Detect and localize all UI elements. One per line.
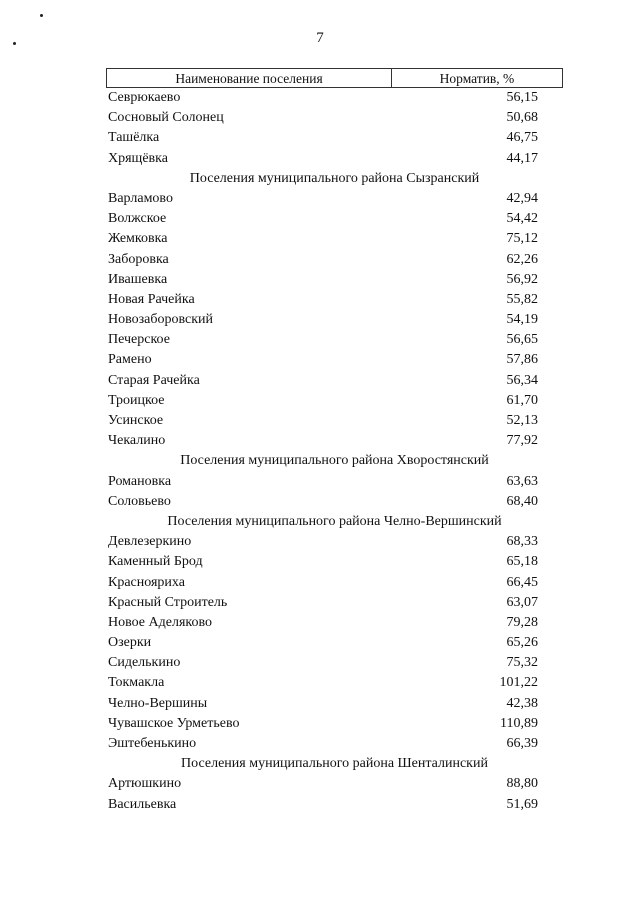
settlement-name: Новое Аделяково [108, 614, 212, 630]
table-row [106, 250, 563, 270]
settlement-name: Токмакла [108, 675, 165, 691]
table-row [106, 694, 563, 714]
norm-value: 56,15 [506, 90, 538, 105]
settlement-name: Ивашевка [108, 271, 168, 287]
table-body [106, 88, 563, 815]
settlement-name: Ташёлка [108, 130, 160, 146]
settlement-name: Чекалино [108, 433, 166, 449]
settlement-name: Новозаборовский [108, 312, 214, 328]
norm-value: 65,18 [506, 554, 538, 570]
norm-value: 51,69 [506, 796, 538, 812]
norm-value: 75,12 [506, 231, 538, 247]
norm-value: 61,70 [506, 392, 538, 408]
section-heading: Поселения муниципального района Хворостянский [180, 453, 489, 469]
norm-value: 54,42 [506, 211, 538, 227]
table-row [106, 593, 563, 613]
norm-value: 56,34 [506, 372, 538, 388]
norms-table [106, 68, 563, 815]
settlement-name: Артюшкино [108, 776, 182, 792]
table-row [106, 613, 563, 633]
table-row [106, 532, 563, 552]
table-row [106, 149, 563, 169]
norm-value: 77,92 [506, 433, 538, 449]
norm-value: 68,33 [506, 534, 538, 550]
settlement-name: Чувашское Урметьево [108, 715, 240, 731]
table-row [106, 108, 563, 128]
norm-value: 55,82 [506, 291, 538, 307]
scan-speck [40, 14, 43, 17]
settlement-name: Девлезеркино [108, 534, 192, 550]
table-row [106, 88, 563, 108]
settlement-name: Романовка [108, 473, 172, 489]
norm-value: 42,38 [506, 695, 538, 711]
settlement-name: Хрящёвка [108, 150, 168, 166]
norm-value: 88,80 [506, 776, 538, 792]
norm-value: 79,28 [506, 614, 538, 630]
norm-value: 57,86 [506, 352, 538, 368]
settlement-name: Варламово [108, 190, 173, 206]
table-row [106, 774, 563, 794]
table-row [106, 209, 563, 229]
settlement-name: Усинское [108, 413, 164, 428]
table-row [106, 673, 563, 693]
norm-value: 75,32 [506, 655, 538, 671]
table-row [106, 472, 563, 492]
table-row [106, 431, 563, 451]
norm-value: 54,19 [506, 312, 538, 328]
section-heading: Поселения муниципального района Шенталинский [181, 756, 488, 772]
settlement-name: Рамено [108, 352, 152, 368]
settlement-name: Севрюкаево [108, 90, 181, 105]
page-number: 7 [316, 30, 324, 46]
settlement-name: Новая Рачейка [108, 291, 195, 307]
table-row [106, 714, 563, 734]
table-row [106, 229, 563, 249]
norm-value: 42,94 [506, 190, 538, 206]
norm-value: 68,40 [506, 493, 538, 509]
settlement-name: Троицкое [108, 392, 165, 408]
norm-value: 66,39 [506, 736, 538, 751]
table-row [106, 795, 563, 815]
norm-value: 46,75 [506, 130, 538, 146]
table-row [106, 492, 563, 512]
table-row [106, 290, 563, 310]
section-heading: Поселения муниципального района Челно-Вершинский [167, 513, 502, 529]
settlement-name: Жемковка [108, 231, 168, 247]
table-row [106, 270, 563, 290]
settlement-name: Волжское [108, 211, 167, 227]
settlement-name: Краснояриха [108, 574, 185, 590]
norm-value: 63,63 [506, 473, 538, 489]
table-header [106, 68, 563, 88]
norm-value: 101,22 [499, 675, 538, 691]
settlement-name: Сиделькино [108, 655, 181, 671]
table-row [106, 128, 563, 148]
header-settlement-name: Наименование поселения [107, 69, 392, 87]
table-row [106, 633, 563, 653]
settlement-name: Каменный Брод [108, 554, 203, 570]
settlement-name: Соловьево [108, 493, 171, 509]
table-row [106, 330, 563, 350]
norm-value: 50,68 [506, 110, 538, 126]
table-row [106, 411, 563, 431]
settlement-name: Заборовка [108, 251, 169, 267]
settlement-name: Васильевка [108, 796, 177, 812]
table-row [106, 371, 563, 391]
norm-value: 52,13 [506, 413, 538, 428]
settlement-name: Челно-Вершины [108, 695, 208, 711]
table-row [106, 350, 563, 370]
norm-value: 66,45 [506, 574, 538, 590]
table-row [106, 552, 563, 572]
settlement-name: Озерки [108, 635, 152, 651]
norm-value: 44,17 [506, 150, 538, 166]
header-norm-percent: Норматив, % [439, 71, 515, 86]
table-row [106, 653, 563, 673]
norm-value: 63,07 [506, 594, 538, 610]
settlement-name: Эштебенькино [108, 736, 197, 751]
settlement-name: Сосновый Солонец [108, 110, 224, 126]
table-row [106, 310, 563, 330]
table-row [106, 573, 563, 593]
table-row [106, 391, 563, 411]
table-row [106, 189, 563, 209]
settlement-name: Старая Рачейка [108, 372, 200, 388]
table-row [106, 734, 563, 754]
settlement-name: Красный Строитель [108, 594, 228, 610]
norm-value: 65,26 [506, 635, 538, 651]
norm-value: 56,65 [506, 332, 538, 348]
settlement-name: Печерское [108, 332, 170, 348]
norm-value: 110,89 [500, 715, 538, 731]
section-heading: Поселения муниципального района Сызранский [189, 170, 480, 186]
norm-value: 62,26 [506, 251, 538, 267]
norm-value: 56,92 [506, 271, 538, 287]
